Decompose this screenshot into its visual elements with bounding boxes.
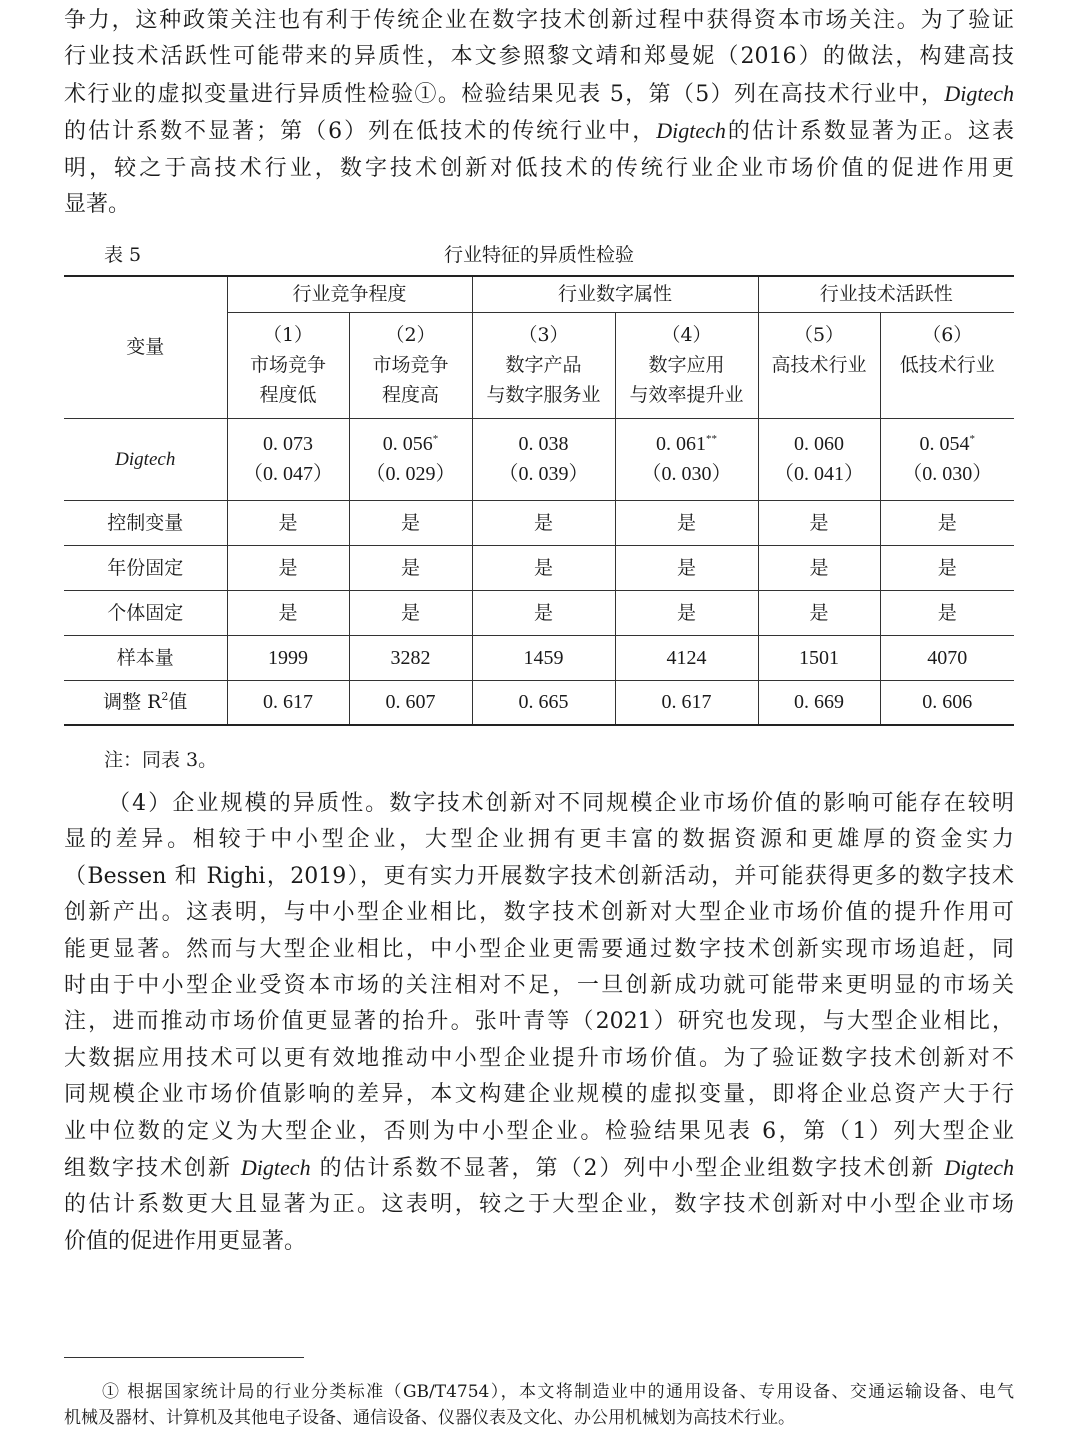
table-cell: 是 (349, 545, 472, 590)
table-note: 注：同表 3。 (104, 749, 218, 771)
row-label: 个体固定 (64, 590, 227, 635)
footnote-line: ① 根据国家统计局的行业分类标准（GB/T4754），本文将制造业中的通用设备、专用设备、交通运输设备、电气 (102, 1382, 1014, 1402)
table-cell: 0. 607 (349, 680, 472, 725)
text-line: 同规模企业市场价值影响的差异，本文构建企业规模的虚拟变量，即将企业总资产大于行 (64, 1082, 1014, 1108)
row-label: 年份固定 (64, 545, 227, 590)
text-line: 的估计系数更大且显著为正。这表明，较之于大型企业，数字技术创新对中小型企业市场 (64, 1192, 1014, 1218)
text-line: 的估计系数不显著；第（6）列在低技术的传统行业中，Digtech的估计系数显著为正。这表 (64, 118, 1014, 145)
text-line: 组数字技术创新 Digtech 的估计系数不显著，第（2）列中小型企业组数字技术创新 Digtech (64, 1155, 1014, 1182)
table-cell: 0. 056* （0. 029） (349, 418, 472, 500)
text-line: 大数据应用技术可以更有效地推动中小型企业提升市场价值。为了验证数字技术创新对不 (64, 1045, 1014, 1071)
row-label: 调整 $R^2$值 (64, 680, 227, 725)
row-label: 控制变量 (64, 500, 227, 545)
variable-term: Digtech (656, 118, 726, 144)
table-cell: 是 (880, 590, 1014, 635)
table-cell: 0. 665 (472, 680, 615, 725)
table-cell: 0. 606 (880, 680, 1014, 725)
text-line: 能更显著。然而与大型企业相比，中小型企业更需要通过数字技术创新实现市场追赶，同 (64, 936, 1014, 962)
table-cell: 是 (227, 545, 349, 590)
variable-term: Digtech (240, 1155, 311, 1181)
variable-term: Digtech (944, 80, 1014, 106)
table-row (64, 635, 1014, 680)
table-row (64, 590, 1014, 635)
text-line: （Bessen 和 Righi，2019），更有实力开展数字技术创新活动，并可能获得更多的数字技术 (64, 863, 1014, 889)
table-title (64, 240, 1014, 270)
footnote (64, 1379, 1014, 1431)
table-cell: 1501 (758, 635, 880, 680)
variable-term: Digtech (944, 1155, 1014, 1181)
table-cell: 0. 617 (227, 680, 349, 725)
table-cell: 0. 060 （0. 041） (758, 418, 880, 500)
column-header: （5） 高技术行业 (758, 312, 880, 418)
text-line: 业中位数的定义为大型企业，否则为中小型企业。检验结果见表 6，第（1）列大型企业 (64, 1118, 1014, 1144)
column-header: （2） 市场竞争 程度高 (349, 312, 472, 418)
group-header: 行业数字属性 (472, 276, 758, 312)
column-header: （1） 市场竞争 程度低 (227, 312, 349, 418)
text-line: 显著。 (64, 192, 131, 218)
table-cell: 是 (758, 545, 880, 590)
table-number: 表 5 (104, 244, 142, 266)
table-cell: 是 (227, 590, 349, 635)
table-cell: 是 (880, 500, 1014, 545)
table-cell: 是 (472, 500, 615, 545)
column-header: （6） 低技术行业 (880, 312, 1014, 418)
row-label: Digtech (64, 418, 227, 500)
text-line: 注，进而推动市场价值更显著的抬升。张叶青等（2021）研究也发现，与大型企业相比， (64, 1009, 1014, 1035)
column-header: （3） 数字产品 与数字服务业 (472, 312, 615, 418)
column-header: （4） 数字应用 与效率提升业 (615, 312, 758, 418)
table-cell: 0. 617 (615, 680, 758, 725)
text-line: 行业技术活跃性可能带来的异质性，本文参照黎文靖和郑曼妮（2016）的做法，构建高技 (64, 44, 1014, 70)
table-cell: 1999 (227, 635, 349, 680)
text-line: 时由于中小型企业受资本市场的关注相对不足，一旦创新成功就可能带来更明显的市场关 (64, 973, 1014, 999)
table-cell: 是 (227, 500, 349, 545)
table-cell: 1459 (472, 635, 615, 680)
table-cell: 0. 669 (758, 680, 880, 725)
variable-header: 变量 (64, 276, 227, 418)
text-line: 明，较之于高技术行业，数字技术创新对低技术的传统行业企业市场价值的促进作用更 (64, 155, 1014, 181)
table-cell: 是 (615, 545, 758, 590)
results-table (64, 275, 1014, 726)
body-paragraph-1 (64, 3, 1014, 223)
table-caption: 行业特征的异质性检验 (443, 244, 634, 266)
table-group-header-row (64, 276, 1014, 312)
table-row (64, 545, 1014, 590)
text-line: 术行业的虚拟变量进行异质性检验①。检验结果见表 5，第（5）列在高技术行业中，Digtech (64, 80, 1014, 107)
table-cell: 是 (472, 590, 615, 635)
text-line: 创新产出。这表明，与中小型企业相比，数字技术创新对大型企业市场价值的提升作用可 (64, 900, 1014, 926)
table-cell: 4070 (880, 635, 1014, 680)
group-header: 行业竞争程度 (227, 276, 472, 312)
table-cell: 是 (758, 500, 880, 545)
table-cell: 4124 (615, 635, 758, 680)
text-line: 争力，这种政策关注也有利于传统企业在数字技术创新过程中获得资本市场关注。为了验证 (64, 8, 1014, 33)
text-line: 价值的促进作用更显著。 (64, 1228, 307, 1254)
table-cell: 0. 073 （0. 047） (227, 418, 349, 500)
table-row-digtech (64, 418, 1014, 500)
text-line: （4）企业规模的异质性。数字技术创新对不同规模企业市场价值的影响可能存在较明 (108, 791, 1014, 816)
table-cell: 是 (349, 590, 472, 635)
table-cell: 0. 061** （0. 030） (615, 418, 758, 500)
group-header: 行业技术活跃性 (758, 276, 1014, 312)
table-cell: 是 (349, 500, 472, 545)
table-cell: 是 (472, 545, 615, 590)
table-cell: 0. 054* （0. 030） (880, 418, 1014, 500)
table-cell: 3282 (349, 635, 472, 680)
table-cell: 是 (615, 590, 758, 635)
table-cell: 0. 038 （0. 039） (472, 418, 615, 500)
table-cell: 是 (880, 545, 1014, 590)
table-cell: 是 (615, 500, 758, 545)
footnote-line: 机械及器材、计算机及其他电子设备、通信设备、仪器仪表及文化、办公用机械划为高技术行业。 (64, 1408, 795, 1428)
body-paragraph-2 (64, 786, 1014, 1260)
footnote-divider (64, 1357, 304, 1358)
table-row (64, 500, 1014, 545)
row-label: 样本量 (64, 635, 227, 680)
table-row-r2 (64, 680, 1014, 725)
table-cell: 是 (758, 590, 880, 635)
text-line: 显的差异。相较于中小型企业，大型企业拥有更丰富的数据资源和更雄厚的资金实力 (64, 827, 1014, 853)
